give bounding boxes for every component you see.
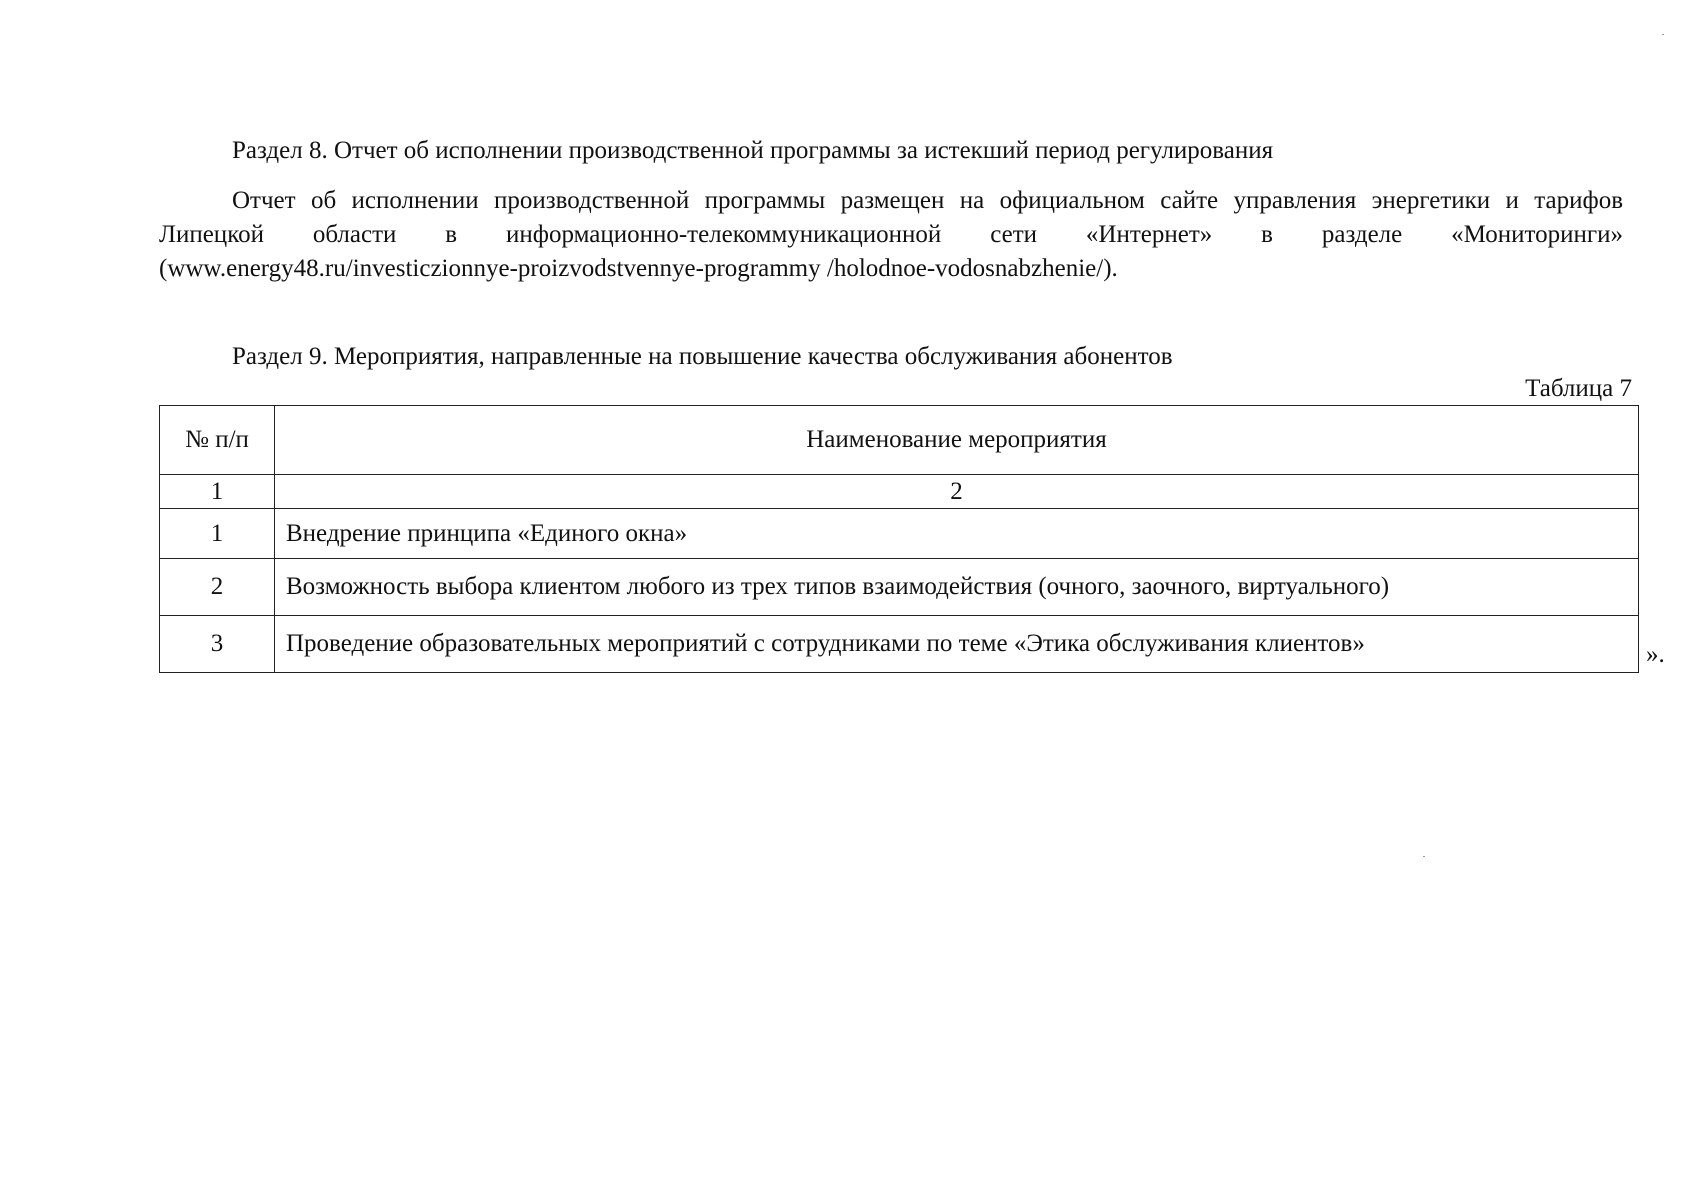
- section-9-heading: Раздел 9. Мероприятия, направленные на повышение качества обслуживания абонентов: [232, 343, 1173, 370]
- table-caption: Таблица 7: [1525, 375, 1632, 402]
- table-header-row: [160, 406, 1639, 475]
- row-number: 3: [160, 616, 275, 673]
- row-event-name: Возможность выбора клиентом любого из трех типов взаимодействия (очного, заочного, виртуального): [275, 559, 1639, 616]
- column-index-row: [160, 475, 1639, 509]
- row-number: 1: [160, 509, 275, 559]
- table-row: [160, 509, 1639, 559]
- scan-speck: [1662, 34, 1664, 35]
- row-number: 2: [160, 559, 275, 616]
- header-number: № п/п: [160, 406, 275, 475]
- column-index-1: 1: [160, 475, 275, 509]
- column-index-2: 2: [275, 475, 1639, 509]
- table-row: [160, 559, 1639, 616]
- events-table: [159, 405, 1639, 673]
- row-event-name: Внедрение принципа «Единого окна»: [275, 509, 1639, 559]
- closing-quote-mark: ».: [1646, 641, 1665, 668]
- section-8-heading: Раздел 8. Отчет об исполнении производственной программы за истекший период регулирования: [232, 137, 1274, 164]
- table-row: [160, 616, 1639, 673]
- section-8-paragraph: Отчет об исполнении производственной программы размещен на официальном сайте управления энергетики и тарифов Липецкой области в информационно-телекоммуникационной сети «Интернет» в разделе «Мониторинги» (www.energy48.ru/investiczionnye-proizvodstvennye-programmy /holodnoe-vodosnabzhenie/).: [159, 187, 1623, 282]
- header-event-name: Наименование мероприятия: [275, 406, 1639, 475]
- scan-speck: [1423, 856, 1425, 857]
- row-event-name: Проведение образовательных мероприятий с сотрудниками по теме «Этика обслуживания клиентов»: [275, 616, 1639, 673]
